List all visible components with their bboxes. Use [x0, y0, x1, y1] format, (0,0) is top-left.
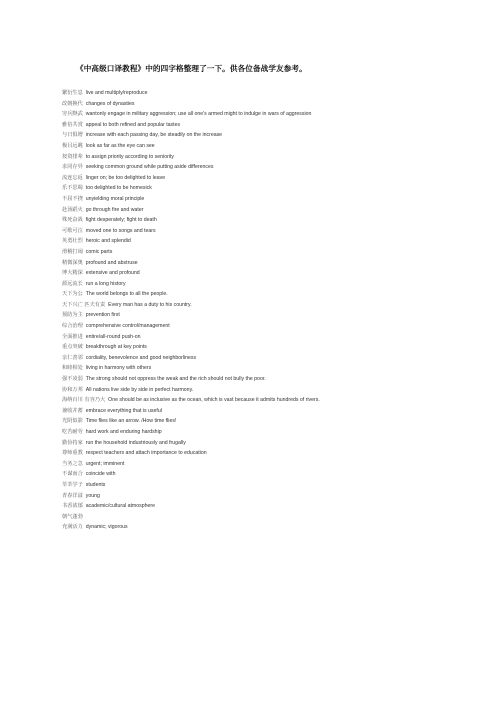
english-translation: Every man has a duty to his country. [108, 301, 192, 308]
phrase-entry [62, 183, 482, 194]
chinese-phrase: 天下兴亡 匹夫有责 [62, 301, 106, 308]
chinese-phrase: 与日俱增 [62, 132, 83, 139]
english-translation: cordiality, benevolence and good neighborliness [85, 354, 197, 361]
chinese-phrase: 博大精深 [62, 270, 83, 277]
phrase-entry [62, 374, 482, 385]
chinese-phrase: 可歌可泣 [62, 227, 83, 234]
phrase-entry [62, 205, 482, 216]
english-translation: One should be as inclusive as the ocean, which is vast because it admits hundreds of rivers. [108, 397, 320, 404]
chinese-phrase: 不谋而合 [62, 471, 83, 478]
phrase-entry [62, 120, 482, 131]
english-translation: The strong should not oppress the weak and the rich should not bully the poor. [85, 376, 266, 383]
phrase-entry [62, 353, 482, 364]
english-translation: moved one to songs and tears [85, 227, 156, 234]
phrase-entry [62, 416, 482, 427]
phrase-entry [62, 194, 482, 205]
english-translation: increase with each passing day, be steadily on the increase [85, 132, 223, 139]
english-translation: live and multiply/reproduce [85, 90, 148, 96]
english-translation: profound and abstruse [85, 259, 138, 266]
english-translation: wantonly engage in military aggression; use all one's armed might to indulge in wars of aggression [85, 111, 312, 118]
english-translation: linger on; be too delighted to leave [85, 174, 166, 181]
phrase-entry [62, 162, 482, 173]
chinese-phrase: 预防为主 [62, 312, 83, 319]
chinese-phrase: 天下为公 [62, 291, 83, 298]
english-translation: respect teachers and attach importance to education [85, 450, 207, 457]
english-translation: unyielding moral principle [85, 195, 145, 202]
phrase-entry [62, 109, 482, 120]
chinese-phrase: 吃苦耐劳 [62, 429, 83, 435]
english-translation: students [85, 481, 106, 488]
chinese-phrase: 极目远眺 [62, 142, 83, 149]
english-translation: heroic and splendid [85, 238, 131, 245]
phrase-entry [62, 99, 482, 110]
phrase-entry [62, 522, 482, 533]
english-translation: changes of dynasties [85, 100, 135, 107]
phrase-entry [62, 215, 482, 226]
phrase-entry [62, 247, 482, 258]
phrase-entry [62, 289, 482, 300]
chinese-phrase: 书香浓郁 [62, 503, 83, 510]
chinese-phrase: 综合治理 [62, 323, 83, 330]
phrase-entry [62, 310, 482, 321]
english-translation: comic parts [85, 248, 113, 255]
chinese-phrase: 改朝换代 [62, 100, 83, 107]
chinese-phrase: 光阴似箭 [62, 418, 83, 425]
english-translation: coincide with [85, 471, 116, 478]
phrase-entry [62, 363, 482, 374]
chinese-phrase: 求同存异 [62, 164, 83, 171]
english-translation: fight desperately; fight to death [85, 217, 157, 224]
english-translation: look as far as the eye can see [85, 142, 155, 149]
phrase-entry [62, 459, 482, 470]
phrase-entry [62, 448, 482, 459]
phrase-entry [62, 141, 482, 152]
phrase-entry [62, 258, 482, 269]
english-translation: too delighted to be homesick [85, 185, 152, 192]
chinese-phrase: 穷兵黩武 [62, 111, 83, 118]
chinese-phrase: 精微深奥 [62, 259, 83, 266]
english-translation: The world belongs to all the people. [85, 291, 168, 298]
chinese-phrase: 殊死奋战 [62, 217, 83, 224]
phrase-entry [62, 491, 482, 502]
english-translation: run a long history [85, 280, 126, 287]
chinese-phrase: 乐不思蜀 [62, 185, 83, 192]
english-translation: appeal to both refined and popular tastes [85, 121, 181, 128]
chinese-phrase: 莘莘学子 [62, 481, 83, 488]
chinese-phrase: 重点突破 [62, 344, 83, 351]
english-translation: embrace everything that is useful [85, 407, 162, 414]
phrase-entry [62, 173, 482, 184]
chinese-phrase: 青春洋溢 [62, 492, 83, 499]
english-translation: comprehensive control/management [85, 323, 170, 330]
english-translation: All nations live side by side in perfect harmony. [85, 386, 194, 393]
english-translation: dynamic; vigorous [85, 524, 128, 531]
english-translation: breakthrough at key points [85, 344, 147, 351]
phrase-entry [62, 501, 482, 512]
chinese-phrase: 不屈不挠 [62, 195, 83, 202]
chinese-phrase: 源远流长 [62, 280, 83, 287]
english-translation: urgent; imminent [85, 460, 125, 467]
phrase-entry [62, 438, 482, 449]
chinese-phrase: 滑稽打闹 [62, 248, 83, 255]
phrase-list [62, 88, 482, 533]
phrase-entry [62, 130, 482, 141]
chinese-phrase: 充满活力 [62, 524, 83, 531]
chinese-phrase: 强不凌弱 [62, 376, 83, 383]
chinese-phrase: 协和万邦 [62, 386, 83, 393]
chinese-phrase: 当务之急 [62, 460, 83, 467]
phrase-entry [62, 469, 482, 480]
chinese-phrase: 按资排辈 [62, 153, 83, 160]
english-translation: Time flies like an arrow. /How time flies! [85, 418, 177, 425]
phrase-entry [62, 480, 482, 491]
phrase-entry [62, 406, 482, 417]
phrase-entry [62, 342, 482, 353]
phrase-entry [62, 512, 482, 523]
english-translation: academic/cultural atmosphere [85, 503, 155, 510]
english-translation: entire/all-round push-on [85, 333, 141, 340]
english-translation: living in harmony with others [85, 365, 152, 372]
phrase-entry [62, 226, 482, 237]
english-translation: hard work and enduring hardship [85, 429, 162, 435]
phrase-entry [62, 152, 482, 163]
phrase-entry [62, 321, 482, 332]
chinese-phrase: 勤俭持家 [62, 439, 83, 446]
english-translation: go through fire and water [85, 206, 144, 213]
english-translation: prevention first [85, 312, 120, 319]
chinese-phrase: 朝气蓬勃 [62, 513, 83, 520]
phrase-entry [62, 332, 482, 343]
chinese-phrase: 赴汤蹈火 [62, 206, 83, 213]
phrase-entry [62, 395, 482, 406]
chinese-phrase: 亲仁善邻 [62, 354, 83, 361]
chinese-phrase: 英勇壮烈 [62, 238, 83, 245]
phrase-entry [62, 300, 482, 311]
phrase-entry [62, 385, 482, 396]
chinese-phrase: 和睦相处 [62, 365, 83, 372]
chinese-phrase: 全面推进 [62, 333, 83, 340]
phrase-entry [62, 268, 482, 279]
phrase-entry [62, 236, 482, 247]
chinese-phrase: 雅俗共赏 [62, 121, 83, 128]
document-title: 《中高级口译教程》中的四字格整理了一下。供各位备战学友参考。 [76, 64, 307, 73]
phrase-entry [62, 279, 482, 290]
chinese-phrase: 繁衍生息 [62, 90, 83, 96]
english-translation: run the household industriously and frugally [85, 439, 186, 446]
phrase-entry [62, 427, 482, 438]
chinese-phrase: 海纳百川 有容乃大 [62, 397, 106, 404]
english-translation: to assign priority according to seniority [85, 153, 174, 160]
chinese-phrase: 流连忘返 [62, 174, 83, 181]
chinese-phrase: 尊师重教 [62, 450, 83, 457]
english-translation: extensive and profound [85, 270, 140, 277]
english-translation: seeking common ground while putting aside differences [85, 164, 214, 171]
english-translation: young [85, 492, 100, 499]
chinese-phrase: 兼收并蓄 [62, 407, 83, 414]
phrase-entry [62, 88, 482, 99]
